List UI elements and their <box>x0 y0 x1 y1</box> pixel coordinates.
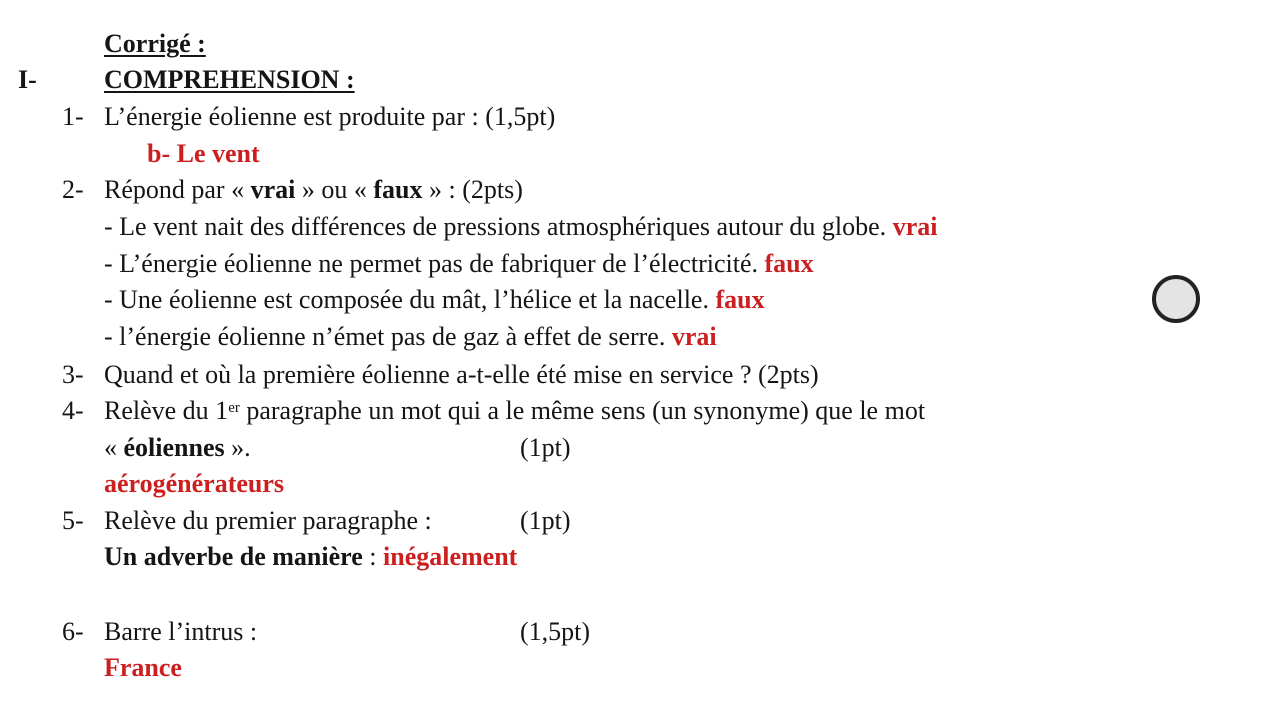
question-6-answer: France <box>104 653 182 682</box>
question-5-number: 5- <box>62 506 84 535</box>
question-5-label: Un adverbe de manière <box>104 542 363 571</box>
question-4-word-line <box>104 431 251 465</box>
question-2-item-text: - L’énergie éolienne ne permet pas de fabriquer de l’électricité. <box>104 249 765 278</box>
section-number: I- <box>18 65 37 94</box>
question-2-text-part: Répond par « <box>104 175 251 204</box>
question-5-answer-line <box>104 540 517 574</box>
quote-close: ». <box>224 433 251 462</box>
question-2-item-text: - Une éolienne est composée du mât, l’hélice et la nacelle. <box>104 285 716 314</box>
quote-open: « <box>104 433 124 462</box>
question-6-text: Barre l’intrus : <box>104 617 258 646</box>
question-6-points: (1,5pt) <box>520 617 591 646</box>
question-4-word: éoliennes <box>123 433 225 462</box>
question-5-points: (1pt) <box>520 506 571 535</box>
question-2-vrai: vrai <box>250 175 296 204</box>
question-5-separator: : <box>362 542 384 571</box>
question-4-text-part: paragraphe un mot qui a le même sens (un synonyme) que le mot <box>239 396 926 425</box>
question-4-text-part: Relève du 1 <box>104 396 229 425</box>
question-4-answer: aérogénérateurs <box>104 469 285 498</box>
question-1-answer: b- Le vent <box>147 139 260 168</box>
page-title: Corrigé : <box>104 29 206 58</box>
question-2-number: 2- <box>62 175 84 204</box>
question-2-item-answer: faux <box>764 249 814 278</box>
question-3-text: Quand et où la première éolienne a-t-elle été mise en service ? (2pts) <box>104 360 819 389</box>
question-2-item-answer: vrai <box>671 322 717 351</box>
question-2-item-text: - l’énergie éolienne n’émet pas de gaz à effet de serre. <box>104 322 672 351</box>
question-2-item <box>104 247 814 281</box>
question-2-item <box>104 210 937 244</box>
question-2-item-answer: vrai <box>892 212 938 241</box>
question-2-text-part: » : (2pts) <box>422 175 523 204</box>
question-5-answer: inégalement <box>383 542 518 571</box>
question-2-text-part: » ou « <box>295 175 374 204</box>
question-4-points: (1pt) <box>520 433 571 462</box>
question-2-item-answer: faux <box>715 285 765 314</box>
question-4-superscript: er <box>228 400 240 416</box>
question-4-text <box>104 394 925 428</box>
question-5-text: Relève du premier paragraphe : <box>104 506 432 535</box>
question-3-number: 3- <box>62 360 84 389</box>
question-6-number: 6- <box>62 617 84 646</box>
question-1-number: 1- <box>62 102 84 131</box>
question-1-text: L’énergie éolienne est produite par : (1,5pt) <box>104 102 556 131</box>
question-2-item <box>104 283 765 317</box>
question-2-faux: faux <box>373 175 423 204</box>
section-title: COMPREHENSION : <box>104 65 355 94</box>
floating-circle-button[interactable] <box>1152 275 1200 323</box>
question-2-text <box>104 173 523 207</box>
question-2-item <box>104 320 717 354</box>
question-2-item-text: - Le vent nait des différences de pressions atmosphériques autour du globe. <box>104 212 893 241</box>
question-4-number: 4- <box>62 396 84 425</box>
